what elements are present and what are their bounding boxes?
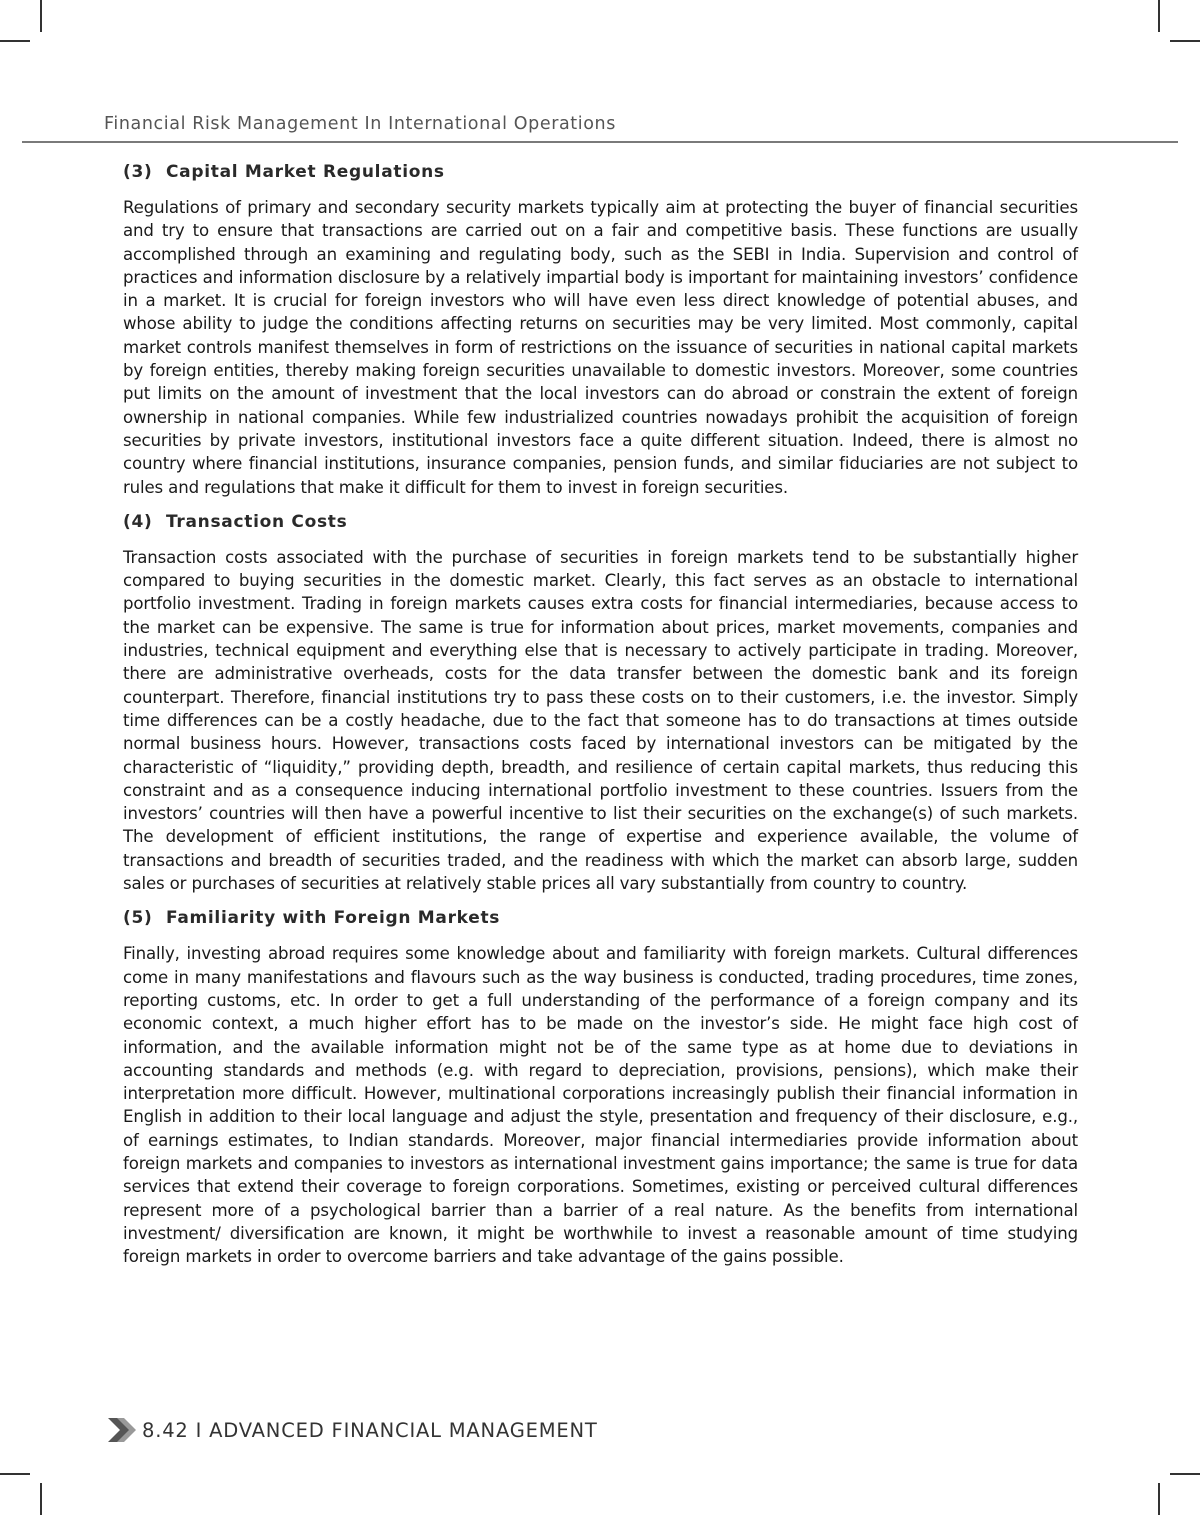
section-number: (3): [123, 162, 153, 182]
page-footer: [108, 1415, 598, 1445]
section-title: Capital Market Regulations: [166, 162, 445, 182]
section-title: Transaction Costs: [166, 511, 348, 532]
section-heading: [123, 162, 1078, 182]
crop-mark: [1170, 40, 1200, 42]
crop-mark: [0, 40, 30, 42]
section-number: (5): [123, 908, 153, 929]
section-transaction-costs: [123, 512, 1078, 895]
crop-mark: [1158, 1483, 1160, 1515]
section-title: Familiarity with Foreign Markets: [166, 908, 501, 929]
crop-mark: [1158, 0, 1160, 32]
section-heading: [123, 512, 1078, 532]
crop-mark: [40, 0, 42, 32]
header-rule: [22, 141, 1178, 143]
footer-page-label: 8.42 I ADVANCED FINANCIAL MANAGEMENT: [142, 1418, 598, 1442]
section-heading: [123, 908, 1078, 928]
double-arrow-icon: [108, 1416, 140, 1444]
running-head: Financial Risk Management In International Operations: [104, 114, 616, 134]
section-paragraph: Regulations of primary and secondary security markets typically aim at protecting the buyer of financial securities and try to ensure that transactions are carried out on a fair and competitive basis. These functions are usually accomplished through an examining and regulating body, such as the SEBI in India. Supervision and control of practices and information disclosure by a relatively impartial body is important for maintaining investors’ confidence in a market. It is crucial for foreign investors who will have even less direct knowledge of potential abuses, and whose ability to judge the conditions affecting returns on securities may be very limited. Most commonly, capital market controls manifest themselves in form of restrictions on the issuance of securities in national capital markets by foreign entities, thereby making foreign securities unavailable to domestic investors. Moreover, some countries put limits on the amount of investment that the local investors can do abroad or constrain the extent of foreign ownership in national companies. While few industrialized countries nowadays prohibit the acquisition of foreign securities by private investors, institutional investors face a quite different situation. Indeed, there is almost no country where financial institutions, insurance companies, pension funds, and similar fiduciaries are not subject to rules and regulations that make it difficult for them to invest in foreign securities.: [123, 198, 1078, 497]
section-paragraph: Transaction costs associated with the purchase of securities in foreign markets tend to be substantially higher compared to buying securities in the domestic market. Clearly, this fact serves as an obstacle to international portfolio investment. Trading in foreign markets causes extra costs for financial intermediaries, because access to the market can be expensive. The same is true for information about prices, market movements, companies and industries, technical equipment and everything else that is necessary to actively participate in trading. Moreover, there are administrative overheads, costs for the data transfer between the domestic bank and its foreign counterpart. Therefore, financial institutions try to pass these costs on to their customers, i.e. the investor. Simply time differences can be a costly headache, due to the fact that someone has to do transactions at times outside normal business hours. However, transactions costs faced by international investors can be mitigated by the characteristic of “liquidity,” providing depth, breadth, and resilience of certain capital markets, thus reducing this constraint and as a consequence inducing international portfolio investment to these countries. Issuers from the investors’ countries will then have a powerful incentive to list their securities on the exchange(s) of such markets. The development of efficient institutions, the range of expertise and experience available, the volume of transactions and breadth of securities traded, and the readiness with which the market can absorb large, sudden sales or purchases of securities at relatively stable prices all vary substantially from country to country.: [123, 547, 1078, 894]
page-body: [123, 162, 1078, 1281]
section-number: (4): [123, 511, 153, 532]
section-familiarity-foreign-markets: [123, 908, 1078, 1268]
crop-mark: [1170, 1473, 1200, 1475]
crop-mark: [40, 1483, 42, 1515]
section-capital-market-regulations: [123, 162, 1078, 499]
crop-mark: [0, 1473, 30, 1475]
section-paragraph: Finally, investing abroad requires some knowledge about and familiarity with foreign markets. Cultural differences come in many manifestations and flavours such as the way business is conducted, trading procedures, time zones, reporting customs, etc. In order to get a full understanding of the performance of a foreign company and its economic context, a much higher effort has to be made on the investor’s side. He might face high cost of information, and the available information might not be of the same type as at home due to deviations in accounting standards and methods (e.g. with regard to depreciation, provisions, pensions), which make their interpretation more difficult. However, multinational corporations increasingly publish their financial information in English in addition to their local language and adjust the style, presentation and frequency of their disclosure, e.g., of earnings estimates, to Indian standards. Moreover, major financial intermediaries provide information about foreign markets and companies to investors as international investment gains importance; the same is true for data services that extend their coverage to foreign corporations. Sometimes, existing or perceived cultural differences represent more of a psychological barrier than a barrier of a real nature. As the benefits from international investment/ diversification are known, it might be worthwhile to invest a reasonable amount of time studying foreign markets in order to overcome barriers and take advantage of the gains possible.: [123, 944, 1078, 1267]
